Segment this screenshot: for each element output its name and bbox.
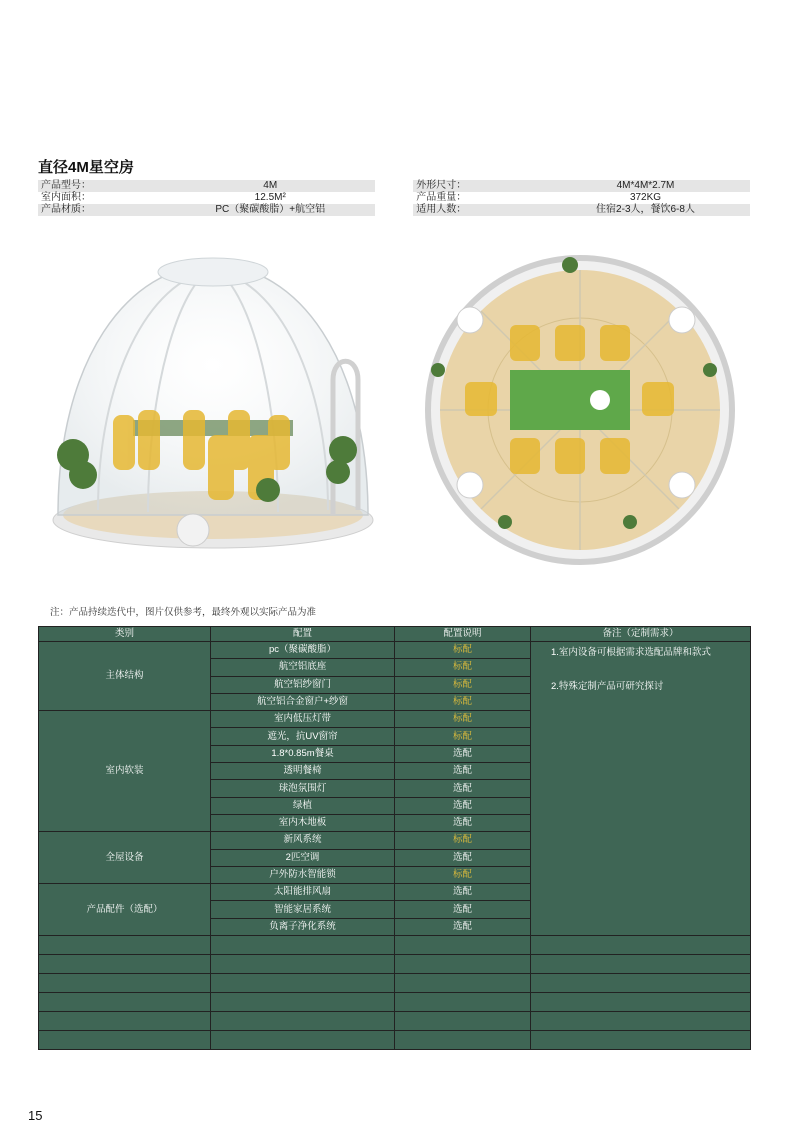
config-status-cell: 标配 bbox=[395, 659, 531, 676]
config-item-cell: 室内木地板 bbox=[211, 814, 395, 831]
config-status-cell: 选配 bbox=[395, 780, 531, 797]
config-status-cell: 选配 bbox=[395, 849, 531, 866]
empty-row bbox=[39, 1012, 751, 1031]
empty-cell bbox=[39, 974, 211, 993]
config-item-cell: 航空铝底座 bbox=[211, 659, 395, 676]
empty-row bbox=[39, 993, 751, 1012]
config-status-cell: 选配 bbox=[395, 918, 531, 935]
spec-row bbox=[38, 192, 750, 204]
empty-row bbox=[39, 936, 751, 955]
config-status-cell: 标配 bbox=[395, 711, 531, 728]
spec-gap bbox=[375, 180, 414, 192]
empty-cell bbox=[39, 1031, 211, 1050]
remark-line: 2.特殊定制产品可研究探讨 bbox=[551, 681, 664, 692]
spec-value: 4M bbox=[166, 180, 375, 192]
config-item-cell: 航空铝合金窗户+纱窗 bbox=[211, 693, 395, 710]
config-item-cell: 透明餐椅 bbox=[211, 763, 395, 780]
config-status-cell: 选配 bbox=[395, 884, 531, 901]
empty-cell bbox=[39, 993, 211, 1012]
spec-table bbox=[38, 180, 750, 216]
empty-cell bbox=[39, 1012, 211, 1031]
empty-cell bbox=[395, 974, 531, 993]
empty-cell bbox=[39, 955, 211, 974]
empty-cell bbox=[395, 955, 531, 974]
config-item-cell: pc（聚碳酸脂） bbox=[211, 642, 395, 659]
empty-cell bbox=[531, 1031, 751, 1050]
empty-row bbox=[39, 955, 751, 974]
empty-row bbox=[39, 974, 751, 993]
config-status-cell: 选配 bbox=[395, 814, 531, 831]
config-header-row bbox=[39, 627, 751, 642]
config-item-cell: 太阳能排风扇 bbox=[211, 884, 395, 901]
config-item-cell: 绿植 bbox=[211, 797, 395, 814]
category-cell: 全屋设备 bbox=[39, 832, 211, 884]
empty-cell bbox=[211, 955, 395, 974]
spec-value: 住宿2-3人，餐饮6-8人 bbox=[541, 204, 750, 216]
empty-cell bbox=[395, 1012, 531, 1031]
spec-label: 室内面积： bbox=[38, 192, 166, 204]
spec-gap bbox=[375, 204, 414, 216]
config-status-cell: 选配 bbox=[395, 901, 531, 918]
spec-value: 12.5M² bbox=[166, 192, 375, 204]
header-status: 配置说明 bbox=[395, 627, 531, 642]
empty-cell bbox=[395, 993, 531, 1012]
config-status-cell: 标配 bbox=[395, 676, 531, 693]
spec-label: 产品材质： bbox=[38, 204, 166, 216]
config-status-cell: 标配 bbox=[395, 642, 531, 659]
config-status-cell: 选配 bbox=[395, 763, 531, 780]
empty-cell bbox=[531, 974, 751, 993]
empty-cell bbox=[211, 1031, 395, 1050]
empty-cell bbox=[211, 936, 395, 955]
config-item-cell: 户外防水智能锁 bbox=[211, 866, 395, 883]
config-status-cell: 标配 bbox=[395, 728, 531, 745]
category-cell: 主体结构 bbox=[39, 642, 211, 711]
configuration-table bbox=[38, 626, 751, 1050]
spec-row bbox=[38, 204, 750, 216]
spec-value: PC（聚碳酸脂）+航空铝 bbox=[166, 204, 375, 216]
config-status-cell: 选配 bbox=[395, 797, 531, 814]
page-number: 15 bbox=[28, 1108, 43, 1123]
config-status-cell: 标配 bbox=[395, 866, 531, 883]
config-item-cell: 遮光，抗UV窗帘 bbox=[211, 728, 395, 745]
spec-label: 外形尺寸： bbox=[413, 180, 541, 192]
config-status-cell: 选配 bbox=[395, 745, 531, 762]
empty-cell bbox=[395, 936, 531, 955]
config-item-cell: 航空铝纱窗门 bbox=[211, 676, 395, 693]
spec-label: 产品重量： bbox=[413, 192, 541, 204]
dome-top-view-image bbox=[410, 240, 750, 580]
empty-cell bbox=[395, 1031, 531, 1050]
config-item-cell: 智能家居系统 bbox=[211, 901, 395, 918]
header-category: 类别 bbox=[39, 627, 211, 642]
spec-row bbox=[38, 180, 750, 192]
config-item-cell: 室内低压灯带 bbox=[211, 711, 395, 728]
empty-cell bbox=[211, 993, 395, 1012]
config-status-cell: 标配 bbox=[395, 832, 531, 849]
config-item-cell: 新风系统 bbox=[211, 832, 395, 849]
table-row bbox=[39, 642, 751, 659]
remarks-cell bbox=[531, 642, 751, 936]
empty-cell bbox=[211, 974, 395, 993]
empty-cell bbox=[531, 1012, 751, 1031]
empty-cell bbox=[531, 955, 751, 974]
config-item-cell: 负离子净化系统 bbox=[211, 918, 395, 935]
remark-line: 1.室内设备可根据需求选配品牌和款式 bbox=[551, 647, 711, 658]
empty-cell bbox=[211, 1012, 395, 1031]
config-item-cell: 球泡氛围灯 bbox=[211, 780, 395, 797]
spec-label: 适用人数： bbox=[413, 204, 541, 216]
page-title: 直径4M星空房 bbox=[38, 159, 134, 176]
config-item-cell: 1.8*0.85m餐桌 bbox=[211, 745, 395, 762]
spec-gap bbox=[375, 192, 414, 204]
empty-cell bbox=[39, 936, 211, 955]
spec-label: 产品型号： bbox=[38, 180, 166, 192]
empty-cell bbox=[531, 936, 751, 955]
disclaimer-note: 注：产品持续迭代中，图片仅供参考，最终外观以实际产品为准 bbox=[50, 607, 317, 618]
config-status-cell: 标配 bbox=[395, 693, 531, 710]
header-item: 配置 bbox=[211, 627, 395, 642]
header-remarks: 备注（定制需求） bbox=[531, 627, 751, 642]
spec-value: 372KG bbox=[541, 192, 750, 204]
category-cell: 产品配件（选配） bbox=[39, 884, 211, 936]
category-cell: 室内软装 bbox=[39, 711, 211, 832]
empty-row bbox=[39, 1031, 751, 1050]
config-item-cell: 2匹空调 bbox=[211, 849, 395, 866]
spec-value: 4M*4M*2.7M bbox=[541, 180, 750, 192]
empty-cell bbox=[531, 993, 751, 1012]
dome-side-view-image bbox=[38, 240, 388, 580]
